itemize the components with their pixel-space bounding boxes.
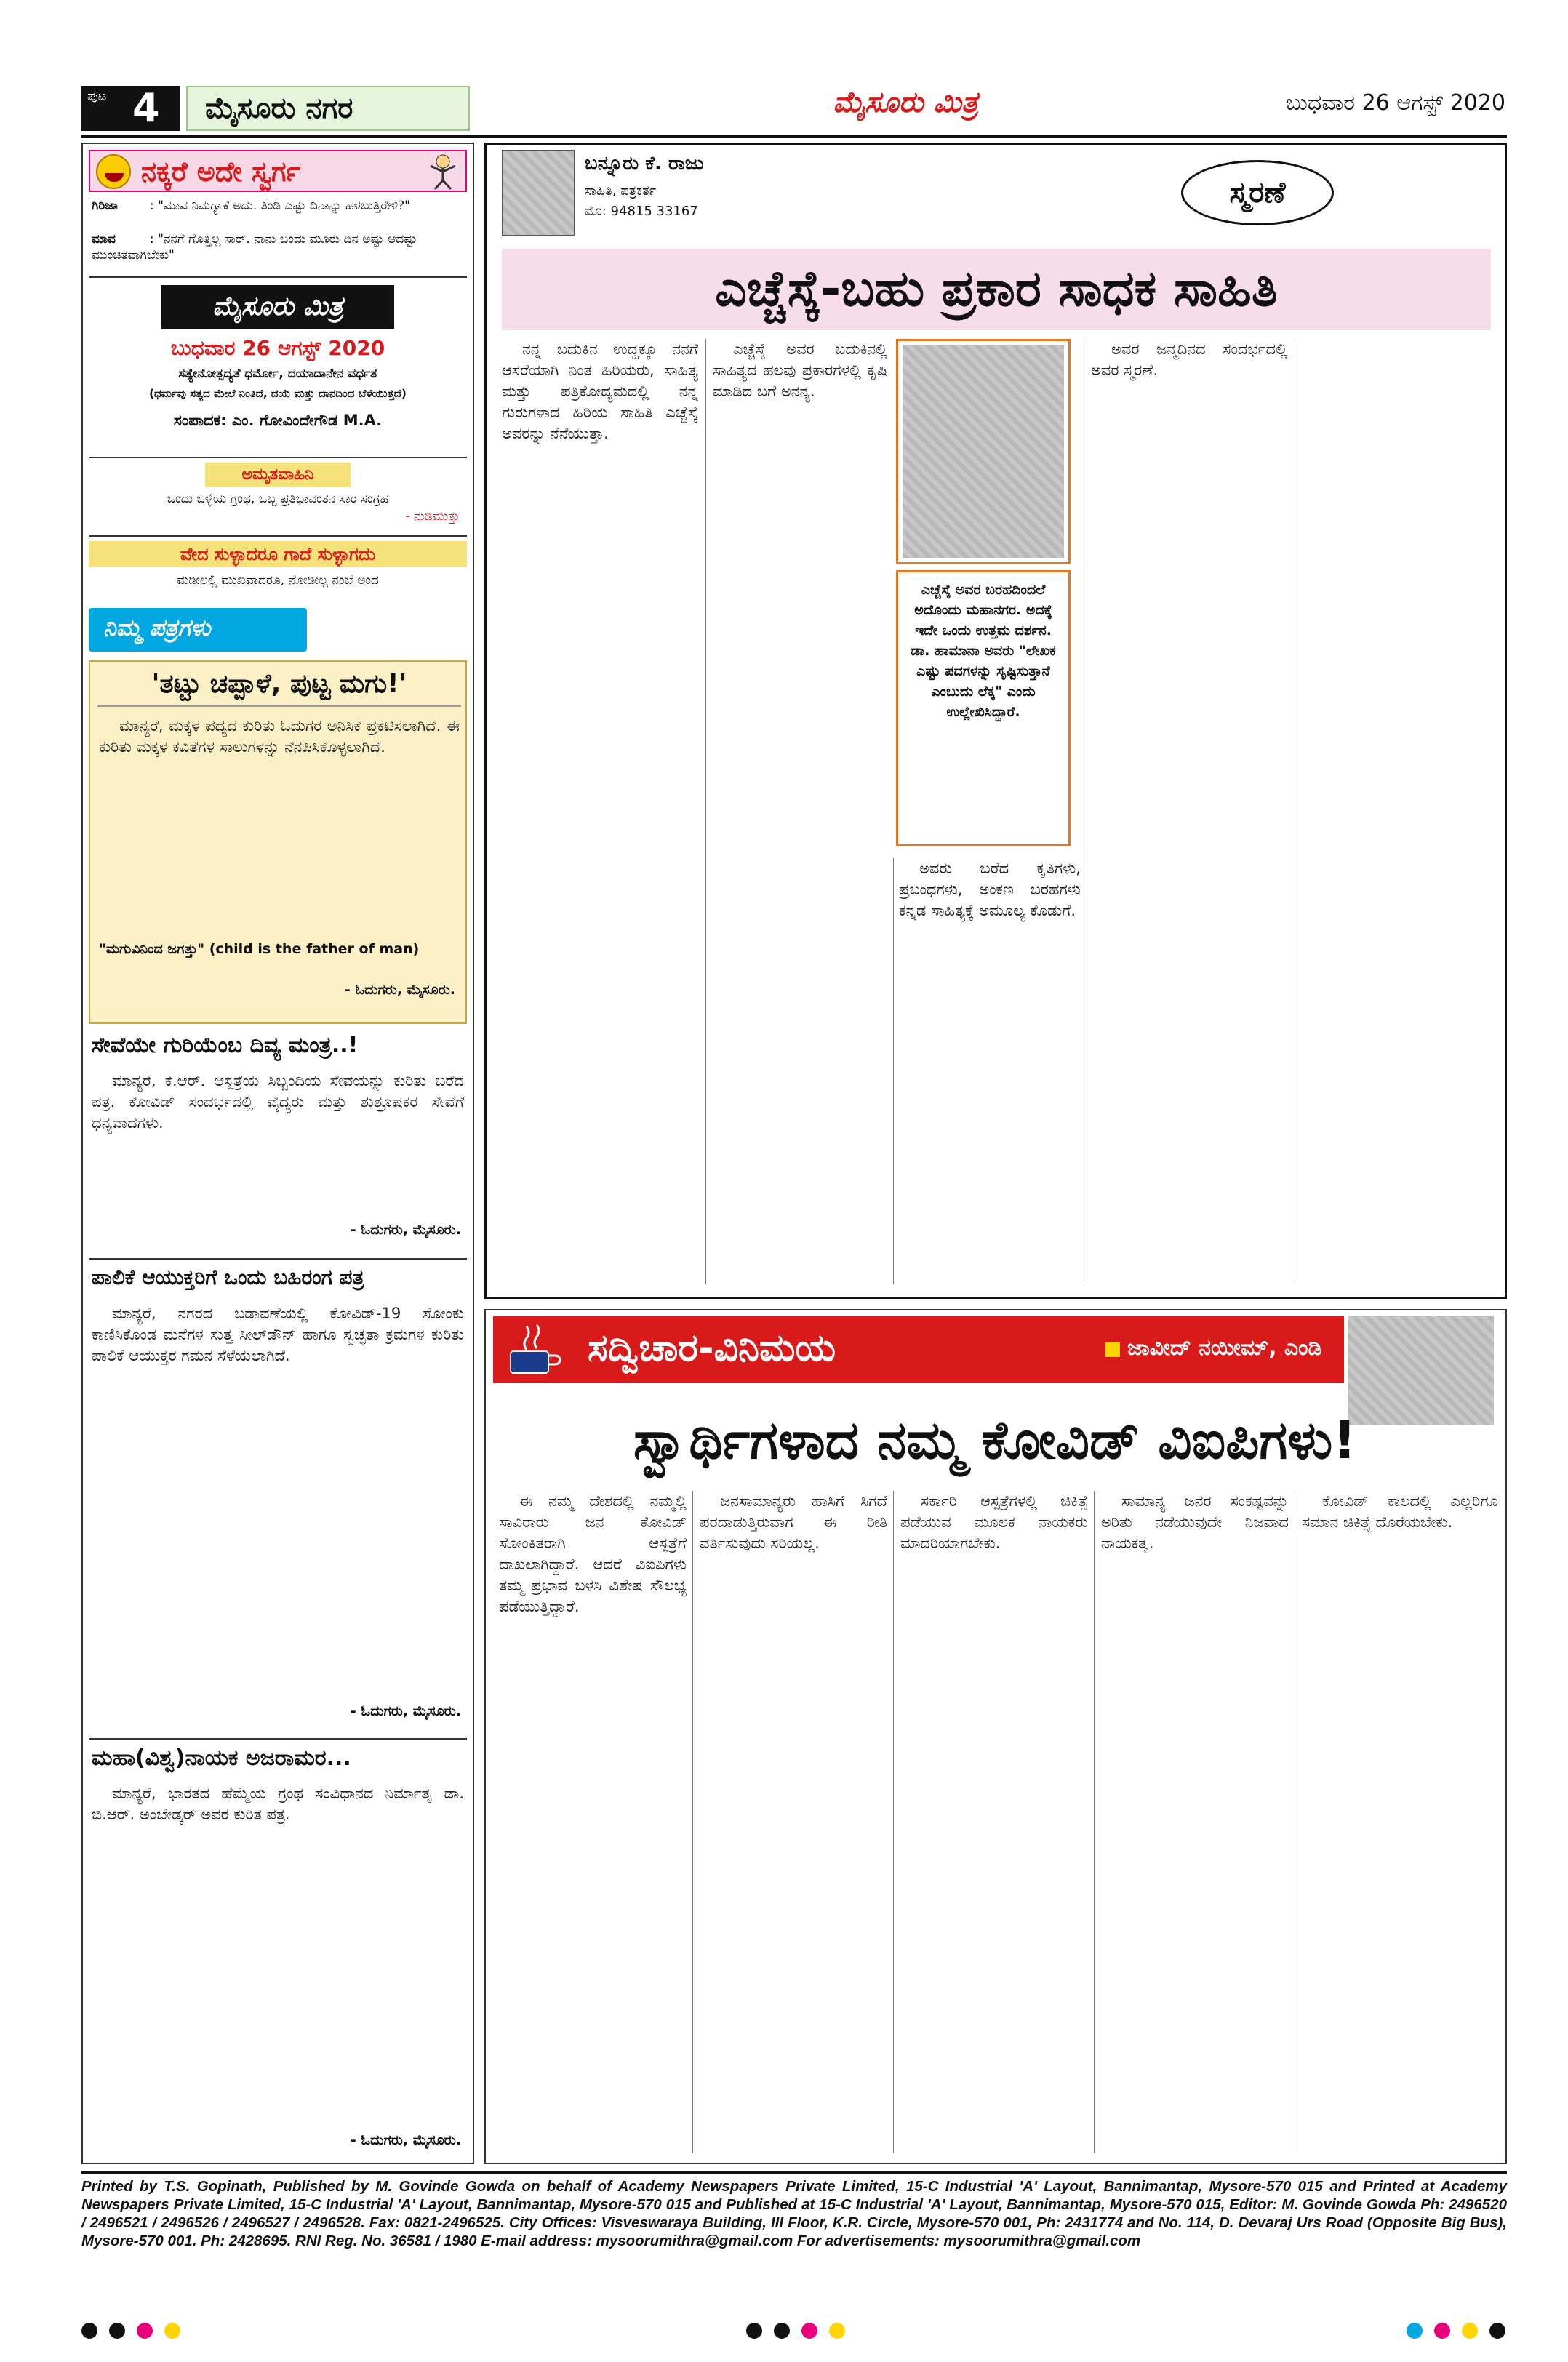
sadvichara-banner-bar: [493, 1316, 1344, 1383]
sadvichara-author: ಜಾವೀದ್ ನಯೀಮ್, ಎಂಡಿ: [1127, 1335, 1322, 1361]
letter-2: [89, 1033, 467, 1251]
author-name: ಬನ್ನೂರು ಕೆ. ರಾಜು: [585, 153, 704, 175]
laughing-face-icon: [96, 154, 131, 189]
section-title: ಮೈಸೂರು ನಗರ: [186, 86, 470, 131]
letter-1: [89, 660, 467, 1024]
info-date: ಬುಧವಾರ 26 ಆಗಸ್ಟ್ 2020: [170, 336, 385, 360]
imprint-text: Printed by T.S. Gopinath, Published by M. Govinde Gowda on behalf of Academy Newspapers Private Limited, 15-C Industrial 'A' Layout, Bannimantap, Mysore-570 015 and Printed at Academy Newspapers Private Limited, 15-C Industrial 'A' Layout, Bannimantap, Mysore-570 015 and Published at 15-C Industrial 'A' Layout, Bannimantap, Mysore-570 015, Editor: M. Govinde Gowda Ph: 2496520 / 2496521 / 2496526 / 2496527 / 2496528. Fax: 0821-2496525. City Offices: Visveswaraya Building, III Floor, K.R. Circle, Mysore-570 001, Ph: 2431774 and No. 114, D. Devaraj Urs Road (Opposite Big Bus), Mysore-570 001. Ph: 2428695. RNI Reg. No. 36581 / 1980 E-mail address: mysoorumithra@gmail.com For advertisements: mysoorumithra@gmail.com: [81, 2178, 1507, 2249]
letter-4-title: ಮಹಾ(ವಿಶ್ವ)ನಾಯಕ ಅಜರಾಮರ...: [92, 1745, 351, 1771]
ehs-portrait: [903, 345, 1064, 558]
letter-3-body: ಮಾನ್ಯರೆ, ನಗರದ ಬಡಾವಣೆಯಲ್ಲಿ ಕೋವಿಡ್-19 ಸೋಂಕು ಕಾಣಿಸಿಕೊಂಡ ಮನೆಗಳ ಸುತ್ತ ಸೀಲ್‌ಡೌನ್ ಹಾಗೂ ಸ್ವಚ್ಛತಾ ಕ್ರಮಗಳ ಕುರಿತು ಪಾಲಿಕೆ ಆಯುಕ್ತರ ಗಮನ ಸೆಳೆಯಲಾಗಿದೆ.: [92, 1305, 464, 1364]
author-phone: ಮೊ: 94815 33167: [585, 204, 698, 219]
ehs-portrait-frame: [896, 339, 1071, 564]
sadvichara-title: ಸದ್ವಿಚಾರ-ವಿನಿಮಯ: [588, 1326, 836, 1370]
amrutha-author: - ನುಡಿಮುತ್ತು: [405, 509, 460, 524]
veda-text: ಮಡೀಲಲ್ಲಿ ಮುಖವಾದರೂ, ನೋಡೀಲ್ಲ ನಂಬೆ ಅಂದ: [177, 573, 379, 588]
letter-2-sign: - ಓದುಗರು, ಮೈಸೂರು.: [350, 1222, 461, 1238]
letter-1-title: 'ತಟ್ಟು ಚಪ್ಪಾಳೆ, ಪುಟ್ಟ ಮಗು!': [97, 669, 461, 707]
registration-marks-center: [746, 2323, 892, 2345]
letters-banner: ನಿಮ್ಮ ಪತ್ರಗಳು: [89, 608, 307, 652]
author-role: ಸಾಹಿತಿ, ಪತ್ರಕರ್ತ: [585, 183, 657, 199]
amrutha-title: ಅಮೃತವಾಹಿನಿ: [205, 463, 351, 487]
author-photo: [502, 150, 575, 236]
footer-rule: [81, 2171, 1507, 2174]
letter-3-sign: - ಓದುಗರು, ಮೈಸೂರು.: [350, 1703, 461, 1719]
letter-1-body: ಮಾನ್ಯರೆ, ಮಕ್ಕಳ ಪದ್ಯದ ಕುರಿತು ಓದುಗರ ಅನಿಸಿಕೆ ಪ್ರಕಟಿಸಲಾಗಿದೆ. ಈ ಕುರಿತು ಮಕ್ಕಳ ಕವಿತೆಗಳ ಸಾಲುಗಳನ್ನು ನೆನಪಿಸಿಕೊಳ್ಳಲಾಗಿದೆ.: [99, 717, 460, 756]
letter-4-sign: - ಓದುಗರು, ಮೈಸೂರು.: [350, 2132, 461, 2148]
humor-question: ಗಿರಿಜಾ : "ಮಾವ ನಿಮಗ್ಯಾಕೆ ಅದು. ತಿಂಡಿ ಎಷ್ಟು ದಿನಾನ್ನು ಹಳಬುತ್ತಿರೇಳಿ?": [92, 199, 410, 213]
smarane-headline: ಎಚ್ಚೆಸ್ಕೆ-ಬಹು ಪ್ರಕಾರ ಸಾಧಕ ಸಾಹಿತಿ: [502, 249, 1491, 330]
page-number-badge: [81, 86, 180, 131]
letter-2-body: ಮಾನ್ಯರೆ, ಕೆ.ಆರ್. ಆಸ್ಪತ್ರೆಯ ಸಿಬ್ಬಂದಿಯ ಸೇವೆಯನ್ನು ಕುರಿತು ಬರೆದ ಪತ್ರ. ಕೋವಿಡ್ ಸಂದರ್ಭದಲ್ಲಿ ವೈದ್ಯರು ಮತ್ತು ಶುಶ್ರೂಷಕರ ಸೇವೆಗೆ ಧನ್ಯವಾದಗಳು.: [92, 1072, 464, 1132]
letter-1-quote: "ಮಗುವಿನಿಂದ ಜಗತ್ತು" (child is the father of man): [99, 941, 420, 957]
registration-marks-left: [81, 2323, 227, 2345]
registration-marks-right: [1407, 2323, 1552, 2345]
sadvichara-col-1: ಈ ನಮ್ಮ ದೇಶದಲ್ಲಿ ನಮ್ಮಲ್ಲಿ ಸಾವಿರಾರು ಜನ ಕೋವಿಡ್ ಸೋಂಕಿತರಾಗಿ ಆಸ್ಪತ್ರೆಗೆ ದಾಖಲಾಗಿದ್ದಾರೆ. ಆದರೆ ವಿಐಪಿಗಳು ತಮ್ಮ ಪ್ರಭಾವ ಬಳಸಿ ವಿಶೇಷ ಸೌಲಭ್ಯ ಪಡೆಯುತ್ತಿದ್ದಾರೆ.: [499, 1492, 687, 1615]
tea-cup-icon: [505, 1322, 563, 1377]
veda-box: [89, 535, 467, 601]
sadvichara-col-2: ಜನಸಾಮಾನ್ಯರು ಹಾಸಿಗೆ ಸಿಗದೆ ಪರದಾಡುತ್ತಿರುವಾಗ ಈ ರೀತಿ ವರ್ತಿಸುವುದು ಸರಿಯಲ್ಲ.: [700, 1492, 887, 1552]
smarane-col-3: ಅವರು ಬರೆದ ಕೃತಿಗಳು, ಪ್ರಬಂಧಗಳು, ಅಂಕಣ ಬರಹಗಳು ಕನ್ನಡ ಸಾಹಿತ್ಯಕ್ಕೆ ಅಮೂಲ್ಯ ಕೊಡುಗೆ.: [899, 860, 1081, 919]
smarane-tag: ಸ್ಮರಣೆ: [1181, 160, 1334, 225]
photo-caption: ಎಚ್ಚೆಸ್ಕೆ ಅವರ ಬರಹದಿಂದಲೆ ಅದೊಂದು ಮಹಾನಗರ. ಅದಕ್ಕೆ ಇದೇ ಒಂದು ಉತ್ತಮ ದರ್ಶನ. ಡಾ. ಹಾಮಾನಾ ಅವರು "ಲೇಖಕ ಎಷ್ಟು ಪದಗಳನ್ನು ಸೃಷ್ಟಿಸುತ್ತಾನೆ ಎಂಬುದು ಲೆಕ್ಕ" ಎಂದು ಉಲ್ಲೇಖಿಸಿದ್ದಾರೆ.: [896, 570, 1071, 846]
smarane-col-1: ನನ್ನ ಬದುಕಿನ ಉದ್ದಕ್ಕೂ ನನಗೆ ಆಸರೆಯಾಗಿ ನಿಂತ ಹಿರಿಯರು, ಸಾಹಿತ್ಯ ಮತ್ತು ಪತ್ರಿಕೋದ್ಯಮದಲ್ಲಿ ನನ್ನ ಗುರುಗಳಾದ ಹಿರಿಯ ಸಾಹಿತಿ ಎಚ್ಚೆಸ್ಕೆ ಅವರನ್ನು ನೆನೆಯುತ್ತಾ.: [502, 340, 698, 442]
page-number: 4: [132, 85, 160, 131]
page-label: ಪುಟ: [87, 89, 107, 104]
info-motto: ಸತ್ಯೇನೋತ್ಪದ್ಯತೆ ಧರ್ಮೋ, ದಯಾದಾನೇನ ವರ್ಧತೆ: [178, 367, 377, 381]
masthead-rule: [81, 135, 1507, 138]
letter-4: [89, 1738, 467, 2160]
letter-4-body: ಮಾನ್ಯರೆ, ಭಾರತದ ಹೆಮ್ಮೆಯ ಗ್ರಂಥ ಸಂವಿಧಾನದ ನಿರ್ಮಾತೃ ಡಾ. ಬಿ.ಆರ್. ಅಂಬೇಡ್ಕರ್ ಅವರ ಕುರಿತ ಪತ್ರ.: [92, 1785, 464, 1823]
sadvichara-headline: ಸ್ವಾರ್ಥಿಗಳಾದ ನಮ್ಮ ಕೋವಿಡ್ ವಿಐಪಿಗಳು!: [633, 1409, 1357, 1470]
humor-title: ನಕ್ಕರೆ ಅದೇ ಸ್ವರ್ಗ: [141, 156, 301, 188]
letter-3: [89, 1258, 467, 1731]
smarane-col-2: ಎಚ್ಚೆಸ್ಕೆ ಅವರ ಬದುಕಿನಲ್ಲಿ ಸಾಹಿತ್ಯದ ಹಲವು ಪ್ರಕಾರಗಳಲ್ಲಿ ಕೃಷಿ ಮಾಡಿದ ಬಗೆ ಅನನ್ಯ.: [713, 340, 887, 400]
paper-logo: ಮೈಸೂರು ಮಿತ್ರ: [161, 285, 394, 329]
letter-2-title: ಸೇವೆಯೇ ಗುರಿಯೆಂಬ ದಿವ್ಯ ಮಂತ್ರ..!: [92, 1033, 359, 1058]
sadvichara-col-4: ಸಾಮಾನ್ಯ ಜನರ ಸಂಕಷ್ಟವನ್ನು ಅರಿತು ನಡೆಯುವುದೇ ನಿಜವಾದ ನಾಯಕತ್ವ.: [1101, 1492, 1289, 1552]
letter-3-title: ಪಾಲಿಕೆ ಆಯುಕ್ತರಿಗೆ ಒಂದು ಬಹಿರಂಗ ಪತ್ರ: [92, 1265, 364, 1289]
veda-title: ವೇದ ಸುಳ್ಳಾದರೂ ಗಾದೆ ಸುಳ್ಳಾಗದು: [89, 541, 467, 567]
smarane-col-4: ಅವರ ಜನ್ಮದಿನದ ಸಂದರ್ಭದಲ್ಲಿ ಅವರ ಸ್ಮರಣೆ.: [1091, 340, 1287, 379]
letter-1-sign: - ಓದುಗರು, ಮೈಸೂರು.: [344, 982, 455, 998]
smarane-col-5: [1302, 339, 1498, 1284]
masthead-date: ಬುಧವಾರ 26 ಆಗಸ್ಟ್ 2020: [1286, 90, 1505, 116]
masthead-logo: ಮೈಸೂರು ಮಿತ್ರ: [833, 86, 978, 119]
info-motto-meaning: (ಧರ್ಮವು ಸತ್ಯದ ಮೇಲೆ ನಿಂತಿದೆ, ದಯೆ ಮತ್ತು ದಾನದಿಂದ ಬೆಳೆಯುತ್ತದೆ): [149, 387, 407, 400]
humor-title-bar: [89, 150, 467, 192]
humor-box: [89, 150, 467, 272]
sadvichara-banner: [493, 1316, 1511, 1383]
author-square-icon: [1105, 1342, 1120, 1357]
sadvichara-col-5: ಕೋವಿಡ್ ಕಾಲದಲ್ಲಿ ಎಲ್ಲರಿಗೂ ಸಮಾನ ಚಿಕಿತ್ಸೆ ದೊರೆಯಬೇಕು.: [1302, 1492, 1498, 1531]
paper-info-box: [89, 276, 467, 451]
humor-answer: ಮಾವ : "ನನಗೆ ಗೊತ್ತಿಲ್ಲ ಸಾರ್. ನಾನು ಬಂದು ಮೂರು ದಿನ ಅಷ್ಟು ಆದಷ್ಟು ಮುಂಚಿತವಾಗಿಬೇಕು": [92, 232, 417, 263]
info-editor: ಸಂಪಾದಕ: ಎಂ. ಗೋವಿಂದೇಗೌಡ M.A.: [173, 412, 383, 429]
sadvichara-col-3: ಸರ್ಕಾರಿ ಆಸ್ಪತ್ರೆಗಳಲ್ಲಿ ಚಿಕಿತ್ಸೆ ಪಡೆಯುವ ಮೂಲಕ ನಾಯಕರು ಮಾದರಿಯಾಗಬೇಕು.: [900, 1492, 1088, 1552]
cartoon-figure-icon: [425, 153, 461, 191]
amrutha-box: [89, 457, 467, 529]
amrutha-text: ಒಂದು ಒಳ್ಳೆಯ ಗ್ರಂಥ, ಒಬ್ಬ ಪ್ರತಿಭಾವಂತನ ಸಾರ ಸಂಗ್ರಹ: [167, 492, 389, 506]
